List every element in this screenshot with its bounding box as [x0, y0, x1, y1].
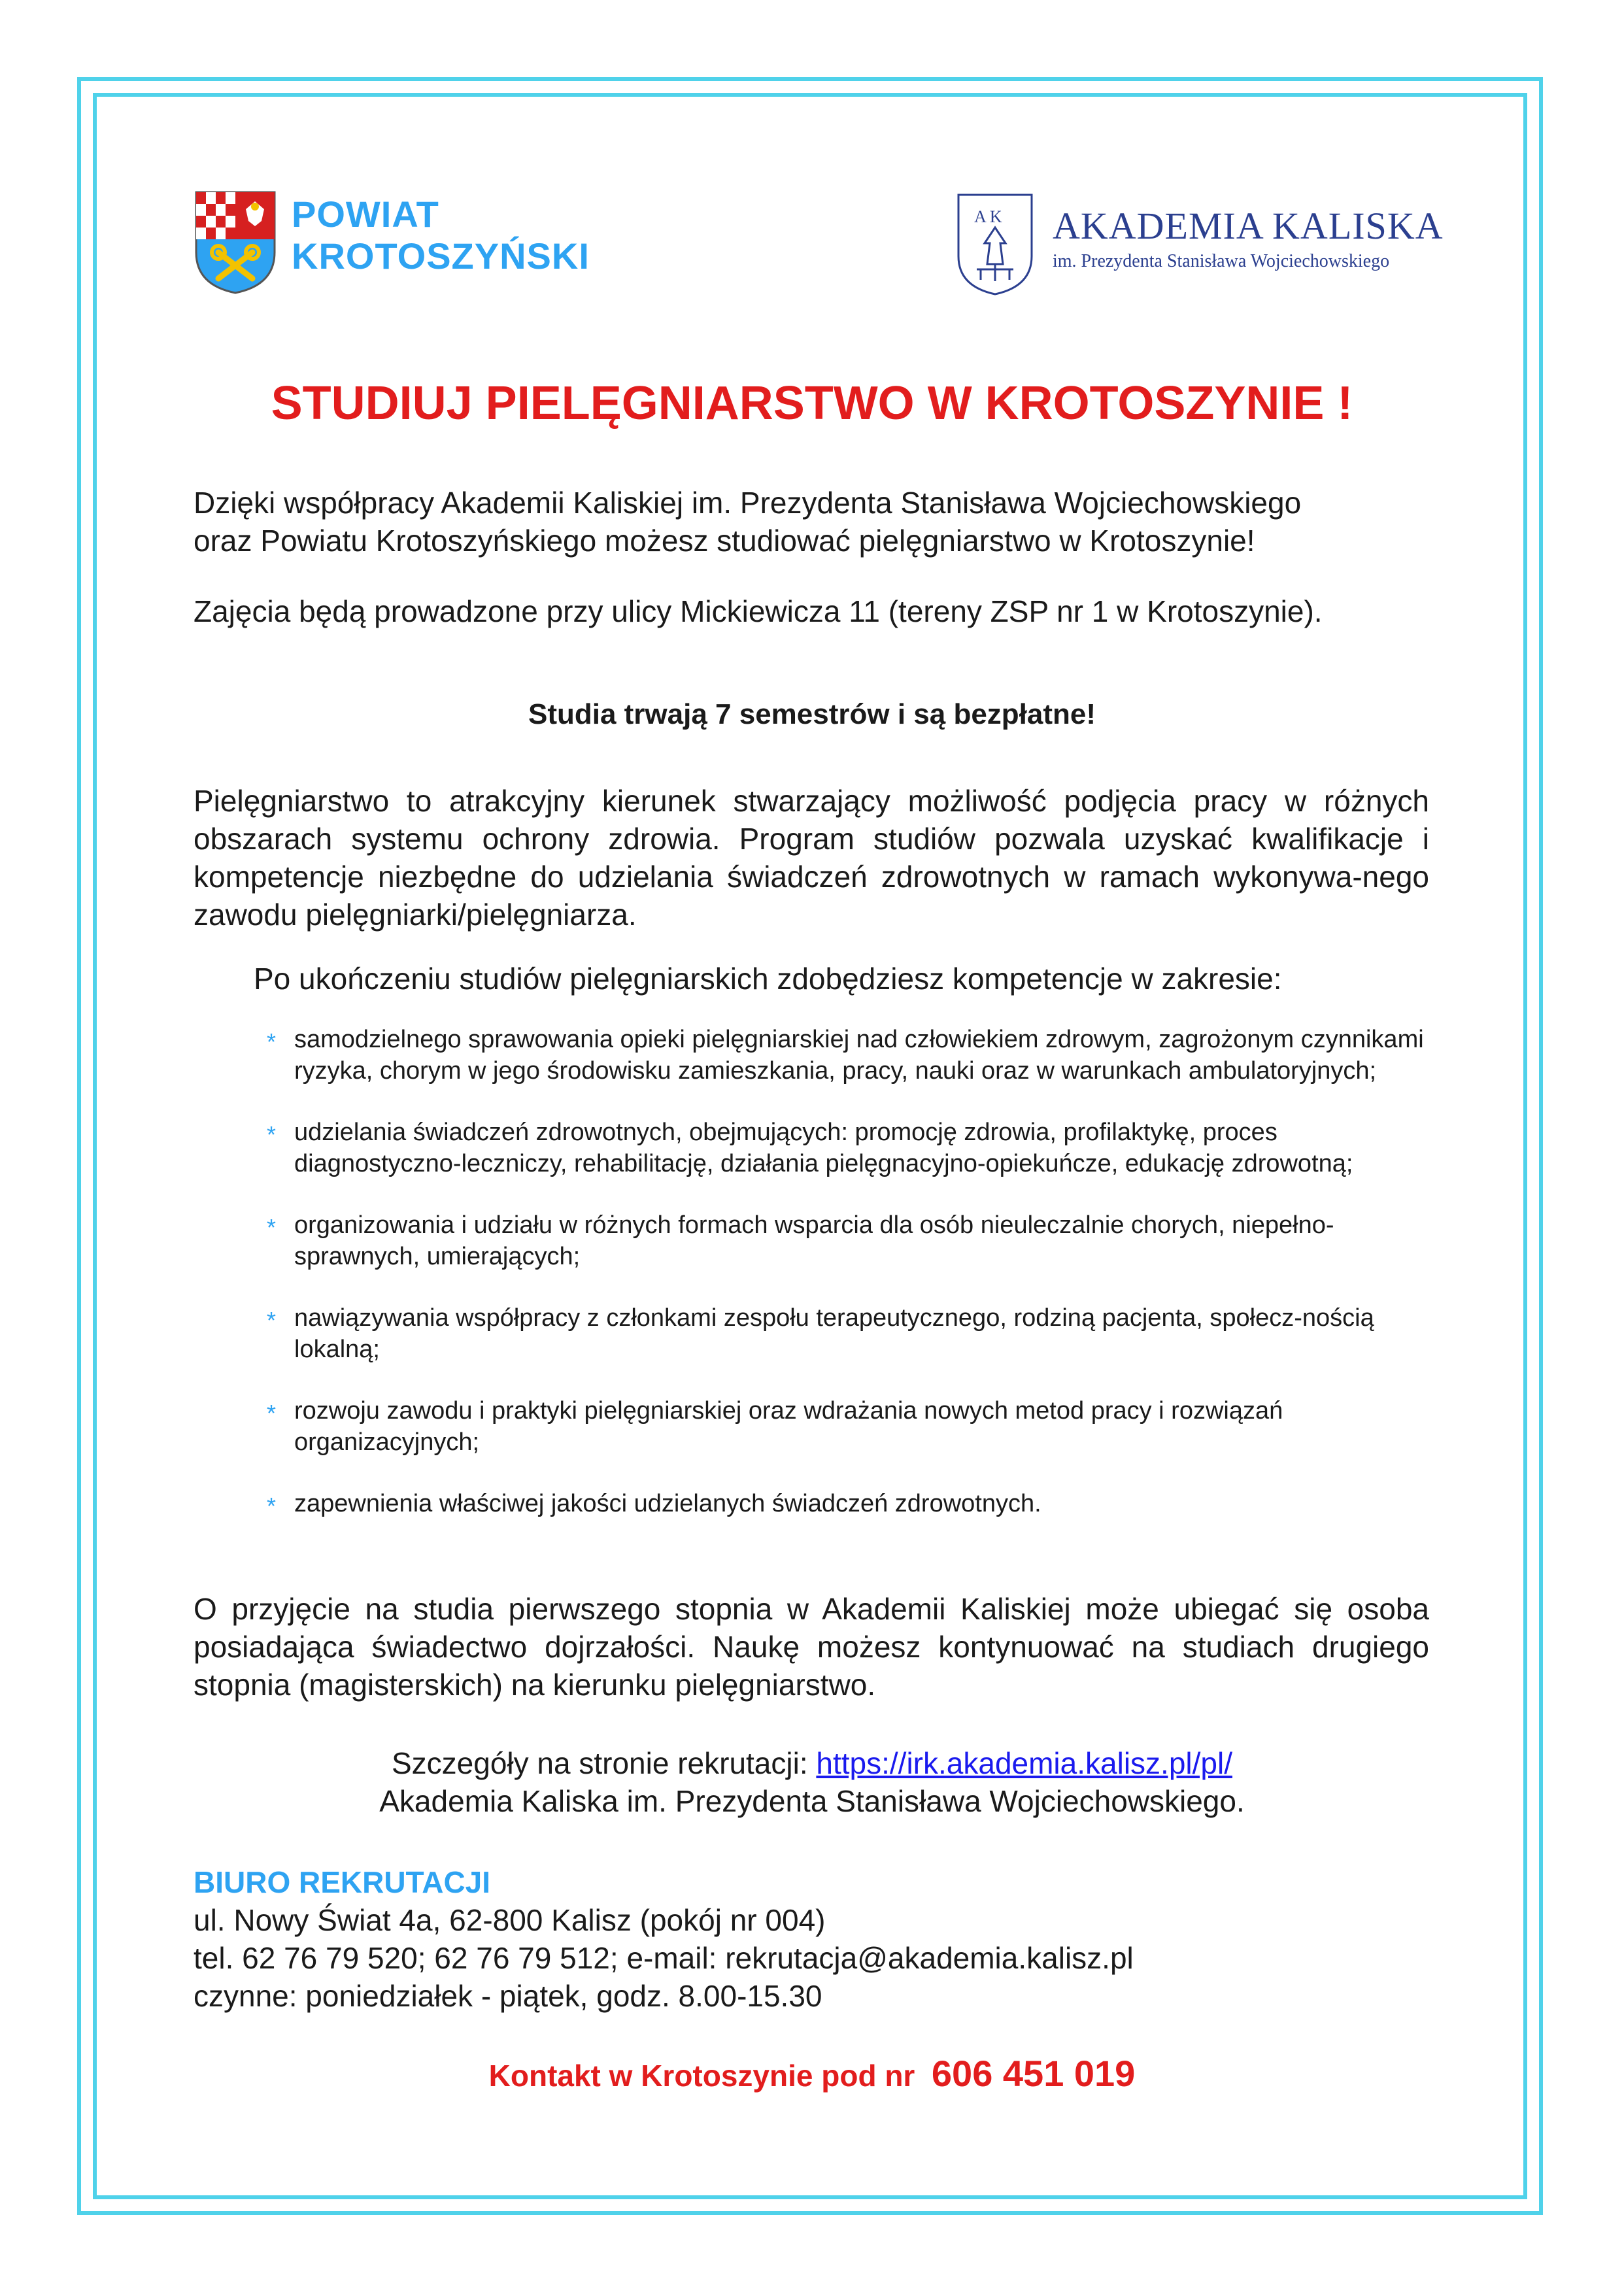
akademia-logo	[955, 191, 1451, 302]
asterisk-bullet-icon: *	[267, 1121, 277, 1148]
details-section	[0, 1744, 1624, 1820]
asterisk-bullet-icon: *	[267, 1400, 277, 1427]
competencies-list	[267, 1024, 1430, 1549]
recruitment-office	[194, 1863, 1429, 2015]
asterisk-bullet-icon: *	[267, 1307, 277, 1334]
competencies-intro: Po ukończeniu studiów pielęgniarskich zdobędziesz kompetencje w zakresie:	[254, 962, 1282, 996]
intro-line1: Dzięki współpracy Akademii Kaliskiej im. Prezydenta Stanisława Wojciechowskiego	[194, 486, 1302, 520]
contact-label: Kontakt w Krotoszynie pod nr	[488, 2059, 915, 2093]
emblem-letters: A K	[974, 207, 1002, 226]
list-item: * rozwoju zawodu i praktyki pielęgniarskiej oraz wdrażania nowych metod pracy i rozwiązań organizacyjnych;	[267, 1397, 1283, 1456]
asterisk-bullet-icon: *	[267, 1028, 277, 1055]
page-title: STUDIUJ PIELĘGNIARSTWO W KROTOSZYNIE !	[271, 377, 1353, 430]
akademia-subtitle: im. Prezydenta Stanisława Wojciechowskiego	[1053, 251, 1390, 271]
asterisk-bullet-icon: *	[267, 1493, 277, 1519]
list-item: * organizowania i udziału w różnych formach wsparcia dla osób nieuleczalnie chorych, niepełno-sprawnych, umierających;	[267, 1211, 1334, 1270]
office-title: BIURO REKRUTACJI	[194, 1865, 491, 1899]
details-institution: Akademia Kaliska im. Prezydenta Stanisława Wojciechowskiego.	[379, 1784, 1245, 1818]
coat-of-arms-icon	[194, 190, 277, 295]
krotoszyn-contact	[0, 2053, 1624, 2097]
akademia-title: AKADEMIA KALISKA	[1053, 205, 1444, 247]
duration-text: Studia trwają 7 semestrów i są bezpłatne!	[528, 698, 1096, 730]
office-phones: tel. 62 76 79 520; 62 76 79 512; e-mail: rekrutacja@akademia.kalisz.pl	[194, 1941, 1134, 1975]
office-hours: czynne: poniedziałek - piątek, godz. 8.00-15.30	[194, 1979, 822, 2013]
location-text: Zajęcia będą prowadzone przy ulicy Mickiewicza 11 (tereny ZSP nr 1 w Krotoszynie).	[194, 594, 1323, 628]
akademia-emblem-icon	[955, 191, 1036, 297]
akademia-name	[1053, 205, 1444, 273]
admission-paragraph: O przyjęcie na studia pierwszego stopnia w Akademii Kaliskiej może ubiegać się osoba posiadająca świadectwo dojrzałości. Naukę możesz kontynuować na studiach drugiego stopnia (magisterskich) na kierunku pielęgniarstwo.	[194, 1592, 1429, 1702]
asterisk-bullet-icon: *	[267, 1214, 277, 1241]
intro-paragraph	[194, 484, 1429, 560]
list-item: * nawiązywania współpracy z członkami zespołu terapeutycznego, rodziną pacjenta, społecz-nością lokalną;	[267, 1304, 1374, 1363]
powiat-name	[292, 194, 590, 277]
contact-number: 606 451 019	[931, 2053, 1136, 2094]
list-item: * samodzielnego sprawowania opieki pielęgniarskiej nad człowiekiem zdrowym, zagrożonym czynnikami ryzyka, chorym w jego środowisku zamieszkania, pracy, nauki oraz w warunkach ambulatoryjnych;	[267, 1026, 1424, 1085]
list-item: * udzielania świadczeń zdrowotnych, obejmujących: promocję zdrowia, profilaktykę, proces diagnostyczno-leczniczy, rehabilitację, działania pielęgnacyjno-opiekuńcze, edukację zdrowotną;	[267, 1119, 1353, 1177]
powiat-line2: KROTOSZYŃSKI	[292, 235, 590, 277]
recruitment-link[interactable]: https://irk.akademia.kalisz.pl/pl/	[816, 1746, 1232, 1780]
details-label: Szczegóły na stronie rekrutacji:	[392, 1746, 817, 1780]
office-address: ul. Nowy Świat 4a, 62-800 Kalisz (pokój nr 004)	[194, 1903, 826, 1937]
list-item: * zapewnienia właściwej jakości udzielanych świadczeń zdrowotnych.	[267, 1490, 1041, 1519]
description-paragraph: Pielęgniarstwo to atrakcyjny kierunek stwarzający możliwość podjęcia pracy w różnych obszarach systemu ochrony zdrowia. Program studiów pozwala uzyskać kwalifikacje i kompetencje niezbędne do udzielania świadczeń zdrowotnych w ramach wykonywa-nego zawodu pielęgniarki/pielęgniarza.	[194, 784, 1429, 932]
intro-line2: oraz Powiatu Krotoszyńskiego możesz studiować pielęgniarstwo w Krotoszynie!	[194, 524, 1255, 558]
powiat-line1: POWIAT	[292, 194, 439, 235]
powiat-logo	[194, 190, 651, 301]
